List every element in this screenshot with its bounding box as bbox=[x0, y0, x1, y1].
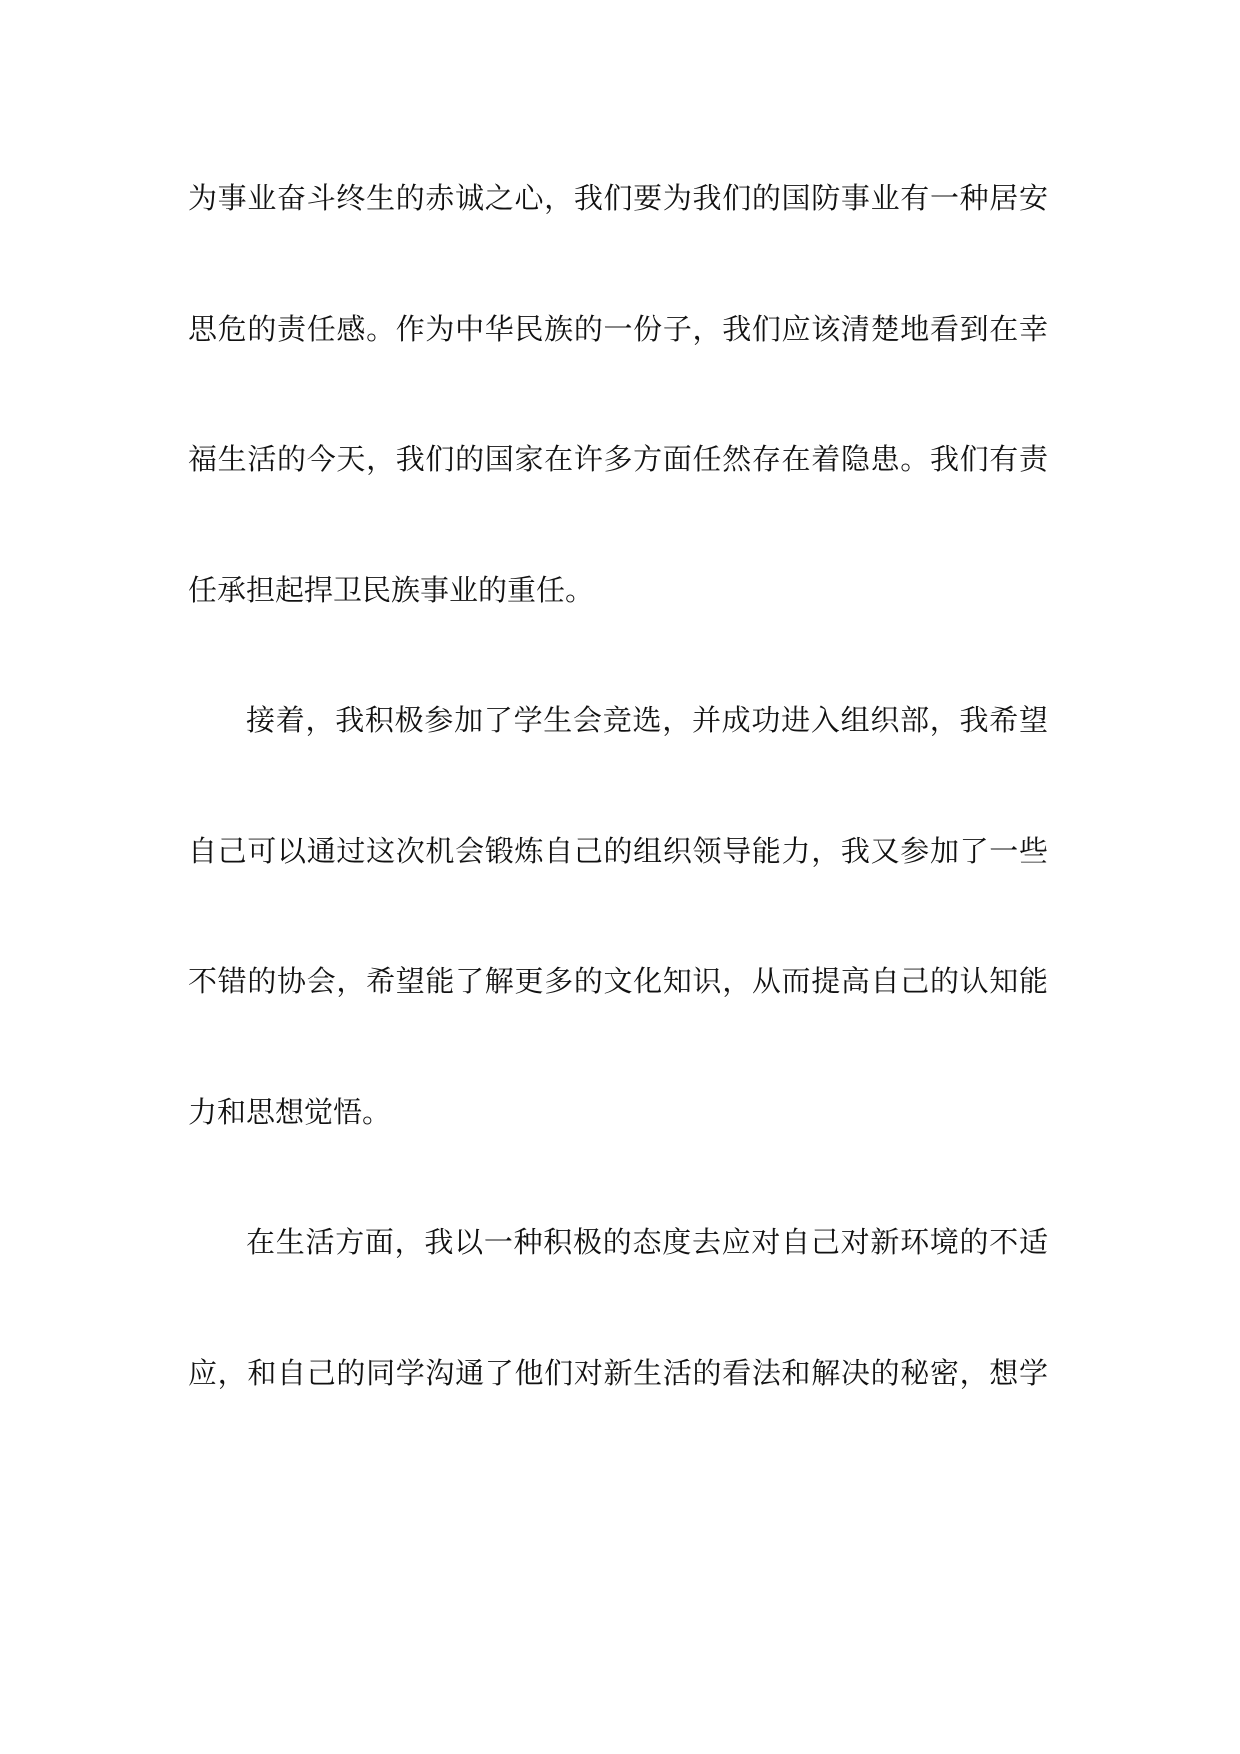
text-line: 福生活的今天，我们的国家在许多方面任然存在着隐患。我们有责 bbox=[188, 442, 1048, 476]
text-line: 应，和自己的同学沟通了他们对新生活的看法和解决的秘密，想学 bbox=[188, 1355, 1048, 1390]
text-line: 接着，我积极参加了学生会竞选，并成功进入组织部，我希望 bbox=[246, 703, 1048, 737]
text-line: 在生活方面，我以一种积极的态度去应对自己对新环境的不适 bbox=[246, 1225, 1048, 1259]
text-line: 任承担起捍卫民族事业的重任。 bbox=[188, 572, 595, 607]
text-line: 不错的协会，希望能了解更多的文化知识，从而提高自己的认知能 bbox=[188, 964, 1048, 998]
body-text bbox=[188, 170, 1048, 1475]
text-line: 力和思想觉悟。 bbox=[188, 1094, 392, 1129]
text-line: 为事业奋斗终生的赤诚之心，我们要为我们的国防事业有一种居安 bbox=[188, 181, 1048, 215]
text-line: 思危的责任感。作为中华民族的一份子，我们应该清楚地看到在幸 bbox=[188, 311, 1048, 346]
text-line: 自己可以通过这次机会锻炼自己的组织领导能力，我又参加了一些 bbox=[188, 833, 1048, 868]
